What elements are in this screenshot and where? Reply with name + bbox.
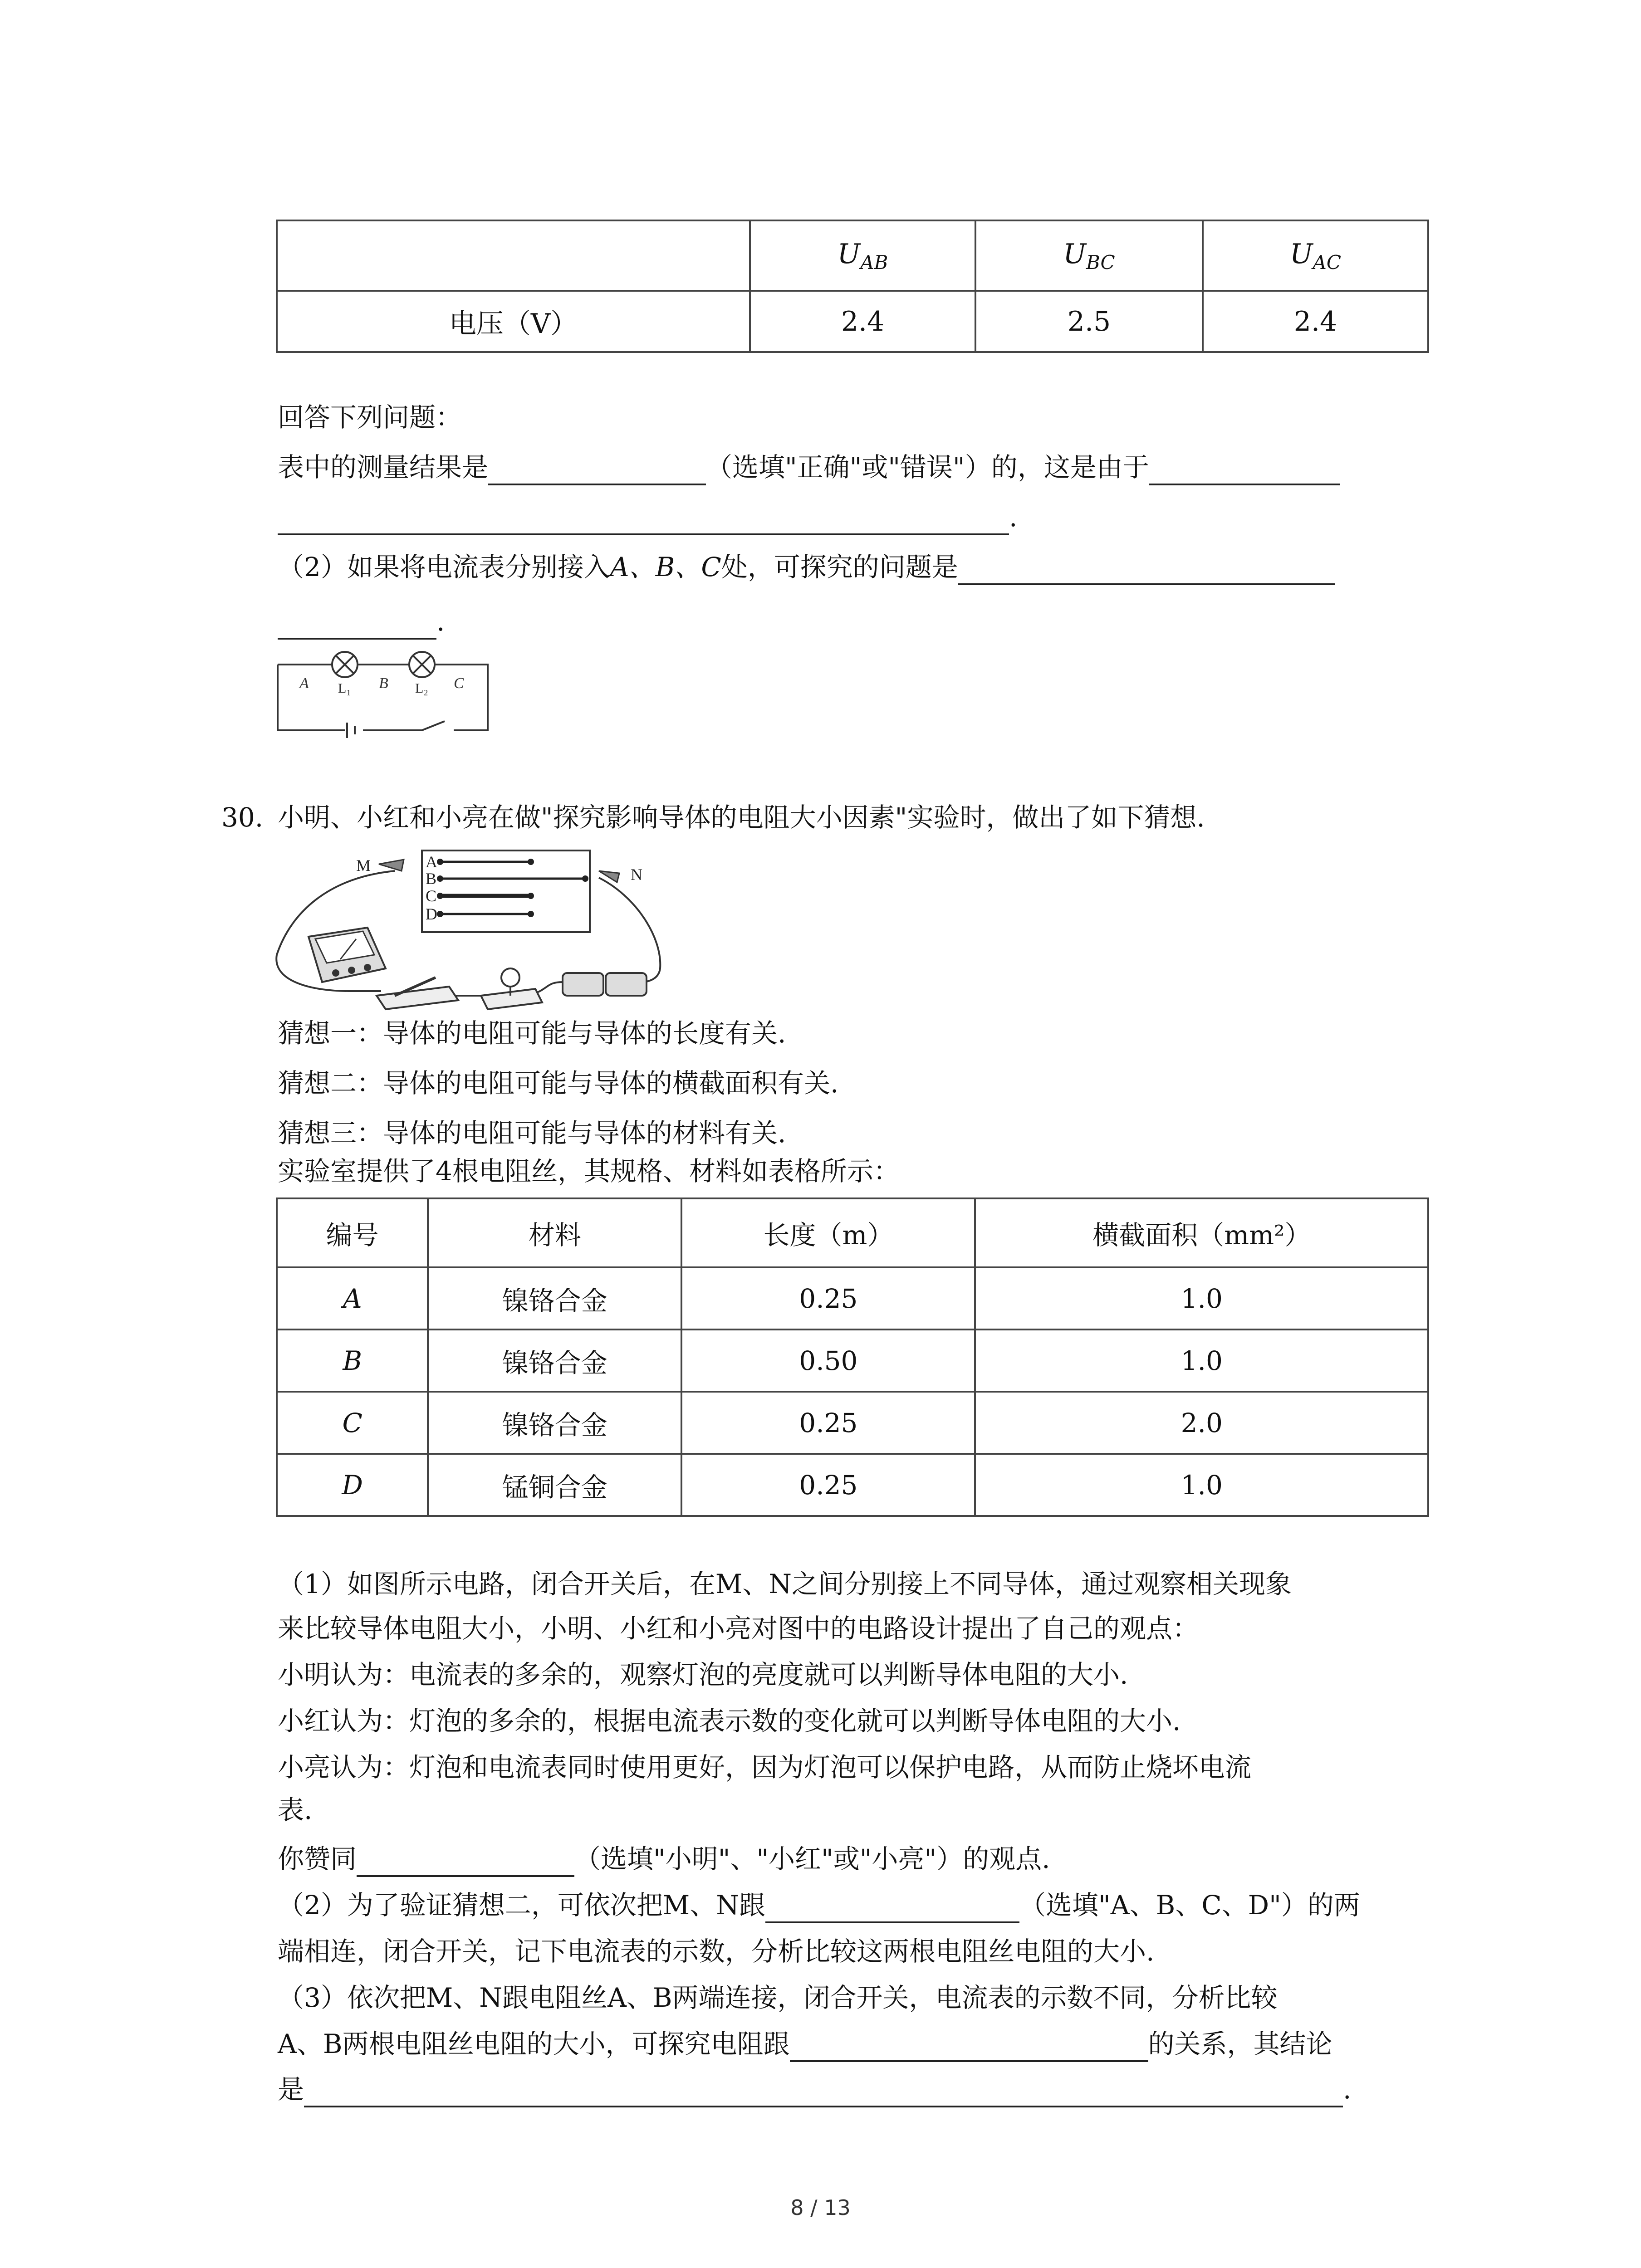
wire-label-c: C (426, 887, 437, 905)
q30-p3-end: . (1343, 2074, 1352, 2105)
spec-id: B (277, 1330, 428, 1392)
answer-blank[interactable] (790, 2032, 1148, 2062)
opinion-xiaoliang: 小亮认为：灯泡和电流表同时使用更好，因为灯泡可以保护电路，从而防止烧坏电流 (278, 1752, 1252, 1783)
circuit-label-b: B (379, 675, 388, 692)
q30-p3-lead: A、B两根电阻丝电阻的大小，可探究电阻跟 (278, 2028, 790, 2059)
spec-area: 1.0 (975, 1454, 1428, 1516)
q30-p3-line3 (278, 2071, 1351, 2107)
spec-area: 2.0 (975, 1392, 1428, 1454)
spec-header: 材料 (428, 1198, 681, 1267)
q29-line2-end: . (1009, 502, 1018, 533)
q30-p3-line2 (278, 2026, 1332, 2062)
alligator-clip-icon (379, 860, 404, 871)
page-number: 8 / 13 (790, 2195, 851, 2220)
agree-lead: 你赞同 (278, 1843, 357, 1874)
spec-length: 0.25 (681, 1392, 975, 1454)
spec-length: 0.50 (681, 1330, 975, 1392)
spec-material: 镍铬合金 (428, 1330, 681, 1392)
answer-blank[interactable] (488, 455, 706, 485)
battery-icon (563, 973, 647, 996)
q29-part2 (278, 549, 1335, 585)
ammeter-icon (309, 928, 386, 982)
circuit-label-a: A (299, 675, 309, 692)
q29-part2-lead: （2）如果将电流表分别接入 (278, 552, 610, 582)
answer-blank[interactable] (278, 610, 436, 640)
lamp-icon (409, 652, 435, 677)
circuit-label-l1: L₁ (338, 681, 351, 696)
spec-header: 横截面积（mm²） (975, 1198, 1428, 1267)
spec-id: D (277, 1454, 428, 1516)
q29-part2-points: A、B、C (610, 552, 721, 582)
q29-part2-end: . (436, 606, 445, 637)
agree-line (278, 1841, 1050, 1877)
q30-p2-tail: （选填"A、B、C、D"）的两 (1019, 1890, 1360, 1921)
hypothesis-3: 猜想三：导体的电阻可能与导体的材料有关. (278, 1118, 786, 1149)
voltage-header-ab: $U_{AB}$ (750, 220, 975, 291)
wire-label-a: A (426, 853, 437, 871)
q30-stem-text: 小明、小红和小亮在做"探究影响导体的电阻大小因素"实验时，做出了如下猜想. (278, 802, 1205, 833)
lab-intro: 实验室提供了4根电阻丝，其规格、材料如表格所示： (278, 1156, 900, 1187)
q29-line2 (278, 499, 1017, 535)
opinion-xiaohong: 小红认为：灯泡的多余的，根据电流表示数的变化就可以判断导体电阻的大小. (278, 1706, 1181, 1736)
clip-label-n: N (631, 865, 642, 884)
q30-p1-line1: （1）如图所示电路，闭合开关后，在M、N之间分别接上不同导体，通过观察相关现象 (278, 1569, 1292, 1599)
answer-blank[interactable] (357, 1847, 574, 1877)
q30-p1-line2: 来比较导体电阻大小，小明、小红和小亮对图中的电路设计提出了自己的观点： (278, 1613, 1199, 1644)
apparatus-diagram (272, 846, 671, 1014)
spec-header: 编号 (277, 1198, 428, 1267)
voltage-value: 2.4 (750, 291, 975, 352)
question-number: 30. (221, 802, 264, 833)
bulb-icon (481, 968, 542, 1009)
voltage-row-label: 电压（V） (277, 291, 750, 352)
spec-header: 长度（m） (681, 1198, 975, 1267)
voltage-value: 2.4 (1203, 291, 1428, 352)
spec-material: 镍铬合金 (428, 1392, 681, 1454)
circuit-label-l2: L₂ (415, 681, 428, 696)
q29-part2-tail: 处，可探究的问题是 (721, 552, 958, 582)
q29-part2-line2 (278, 603, 445, 640)
answer-blank[interactable] (304, 2077, 1343, 2107)
spec-id: A (277, 1267, 428, 1330)
q29-prompt: 回答下列问题： (278, 402, 462, 433)
spec-length: 0.25 (681, 1267, 975, 1330)
circuit-label-c: C (454, 675, 464, 692)
agree-tail: （选填"小明"、"小红"或"小亮"）的观点. (574, 1843, 1050, 1874)
voltage-value: 2.5 (975, 291, 1203, 352)
answer-blank[interactable] (278, 505, 1009, 535)
clip-label-m: M (356, 856, 371, 875)
switch-icon (377, 978, 458, 1009)
answer-blank[interactable] (958, 555, 1335, 585)
spec-material: 锰铜合金 (428, 1454, 681, 1516)
answer-blank[interactable] (765, 1893, 1019, 1923)
hypothesis-2: 猜想二：导体的电阻可能与导体的横截面积有关. (278, 1068, 839, 1099)
q30-stem (221, 799, 1205, 836)
q29-line1-mid: （选填"正确"或"错误"）的，这是由于 (706, 452, 1149, 483)
opinion-xiaoming: 小明认为：电流表的多余的，观察灯泡的亮度就可以判断导体电阻的大小. (278, 1659, 1128, 1690)
q29-line1 (278, 449, 1340, 485)
opinion-xiaoliang-cont: 表. (278, 1794, 313, 1825)
spec-length: 0.25 (681, 1454, 975, 1516)
hypothesis-1: 猜想一：导体的电阻可能与导体的长度有关. (278, 1018, 786, 1049)
answer-blank[interactable] (1149, 455, 1340, 485)
q30-p3-line1: （3）依次把M、N跟电阻丝A、B两端连接，闭合开关，电流表的示数不同，分析比较 (278, 1982, 1278, 2013)
wire-label-b: B (426, 870, 437, 888)
voltage-header-bc: $U_{BC}$ (975, 220, 1203, 291)
spec-area: 1.0 (975, 1267, 1428, 1330)
voltage-table-corner (277, 220, 750, 291)
voltage-header-ac: $U_{AC}$ (1203, 220, 1428, 291)
q30-p2-line1 (278, 1887, 1360, 1923)
spec-material: 镍铬合金 (428, 1267, 681, 1330)
lamp-icon (332, 652, 358, 677)
q29-line1-lead: 表中的测量结果是 (278, 452, 489, 483)
voltage-table (276, 220, 1429, 353)
q30-p2-line2: 端相连，闭合开关，记下电流表的示数，分析比较这两根电阻丝电阻的大小. (278, 1936, 1155, 1967)
q30-p3-tail: 的关系，其结论 (1148, 2028, 1332, 2059)
spec-area: 1.0 (975, 1330, 1428, 1392)
q30-p2-lead: （2）为了验证猜想二，可依次把M、N跟 (278, 1890, 766, 1921)
wire-spec-table (276, 1198, 1429, 1517)
alligator-clip-icon (599, 871, 619, 882)
q30-p3-lead2: 是 (278, 2074, 304, 2105)
wire-label-d: D (426, 905, 437, 923)
series-circuit-diagram (272, 642, 495, 746)
spec-id: C (277, 1392, 428, 1454)
